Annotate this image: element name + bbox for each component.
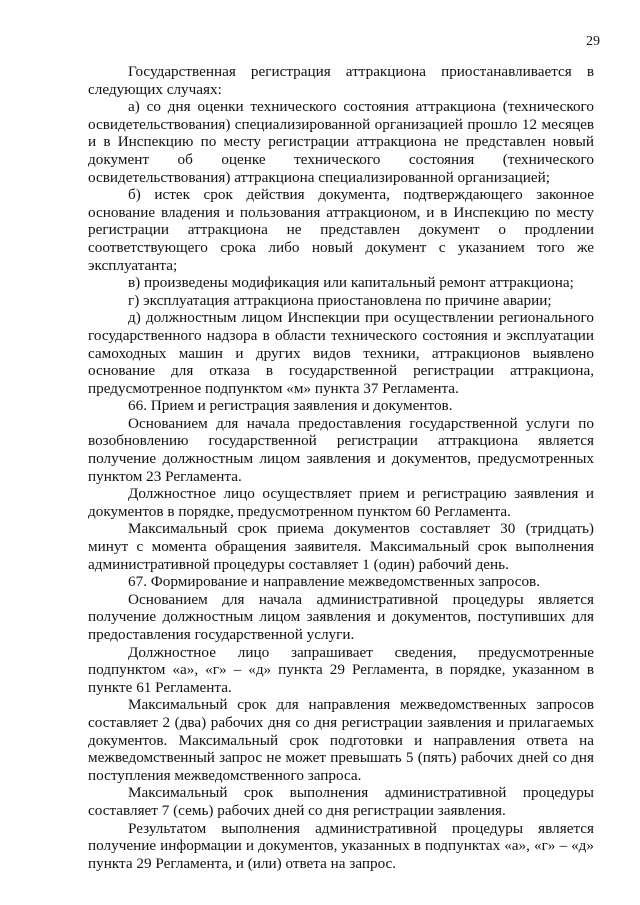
paragraph-67-max-term: Максимальный срок выполнения административной процедуры составляет 7 (семь) рабочих дней со дня регистрации заявления. <box>88 784 594 819</box>
paragraph-67-request: Должностное лицо запрашивает сведения, предусмотренные подпунктом «а», «г» – «д» пункта 29 Регламента, в порядке, указанном в пункте 61 Регламента. <box>88 643 594 696</box>
paragraph-66-deadline: Максимальный срок приема документов составляет 30 (тридцать) минут с момента обращения заявителя. Максимальный срок выполнения административной процедуры составляет 1 (один) рабочий день. <box>88 520 594 573</box>
paragraph-66-reception: Должностное лицо осуществляет прием и регистрацию заявления и документов в порядке, предусмотренном пунктом 60 Регламента. <box>88 485 594 520</box>
paragraph-item-a: а) со дня оценки технического состояния аттракциона (технического освидетельствования) специализированной организацией прошло 12 месяцев и в Инспекцию по месту регистрации аттракциона не представлен новый документ об оценке технического состояния (технического освидетельствования) аттракциона специализированной организацией; <box>88 98 594 186</box>
paragraph-suspension-intro: Государственная регистрация аттракциона приостанавливается в следующих случаях: <box>88 63 594 98</box>
document-body <box>88 63 594 872</box>
paragraph-66-basis: Основанием для начала предоставления государственной услуги по возобновлению государственной регистрации аттракциона является получение должностным лицом заявления и документов, предусмотренных пунктом 23 Регламента. <box>88 414 594 485</box>
paragraph-item-d: д) должностным лицом Инспекции при осуществлении регионального государственного надзора в области технического состояния и эксплуатации самоходных машин и других видов техники, аттракционов выявлено основание для отказа в государственной регистрации аттракциона, предусмотренное подпунктом «м» пункта 37 Регламента. <box>88 309 594 397</box>
paragraph-item-v: в) произведены модификация или капитальный ремонт аттракциона; <box>128 274 574 292</box>
paragraph-67-basis: Основанием для начала административной процедуры является получение должностным лицом заявления и документов, поступивших для предоставления государственной услуги. <box>88 590 594 643</box>
section-heading-66: 66. Прием и регистрация заявления и документов. <box>128 397 453 415</box>
paragraph-67-result: Результатом выполнения административной процедуры является получение информации и документов, указанных в подпунктах «а», «г» – «д» пункта 29 Регламента, и (или) ответа на запрос. <box>88 819 594 872</box>
section-heading-67: 67. Формирование и направление межведомственных запросов. <box>128 573 541 591</box>
paragraph-item-b: б) истек срок действия документа, подтверждающего законное основание владения и пользования аттракционом, и в Инспекцию по месту регистрации аттракциона не представлен документ о продлении соответствующего срока либо новый документ с указанием того же эксплуатанта; <box>88 186 594 274</box>
paragraph-item-g: г) эксплуатация аттракциона приостановлена по причине аварии; <box>128 291 552 309</box>
page-number: 29 <box>586 34 600 49</box>
paragraph-67-deadline: Максимальный срок для направления межведомственных запросов составляет 2 (два) рабочих дня со дня регистрации заявления и прилагаемых документов. Максимальный срок подготовки и направления ответа на межведомственный запрос не может превышать 5 (пять) рабочих дней со дня поступления межведомственного запроса. <box>88 696 594 784</box>
